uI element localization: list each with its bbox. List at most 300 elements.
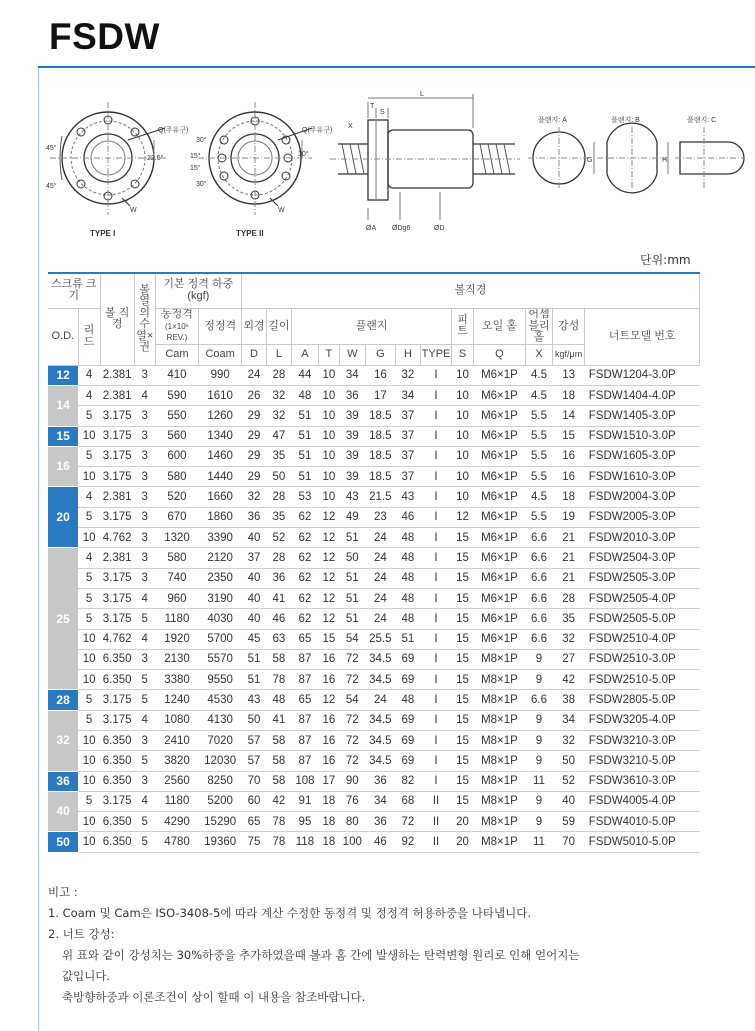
table-cell: 18 <box>553 385 585 405</box>
table-cell: 21 <box>553 568 585 588</box>
table-cell: I <box>420 507 451 527</box>
table-cell: 91 <box>291 791 318 811</box>
table-cell: 3 <box>134 446 155 466</box>
table-cell: I <box>420 487 451 507</box>
table-cell: 5570 <box>199 649 242 669</box>
table-row <box>48 710 700 730</box>
table-cell: 3 <box>134 528 155 548</box>
table-cell: 410 <box>155 365 199 385</box>
table-cell: 57 <box>241 730 266 750</box>
table-cell: 87 <box>291 730 318 750</box>
type2-w-label: W <box>278 207 285 214</box>
table-cell: 29 <box>241 406 266 426</box>
table-cell: 1320 <box>155 528 199 548</box>
table-row <box>48 812 700 832</box>
table-cell: 12 <box>318 528 339 548</box>
table-cell: 10 <box>78 730 100 750</box>
table-cell: FSDW2510-4.0P <box>585 629 700 649</box>
table-cell: 51 <box>339 528 365 548</box>
side-dd-label: ØD <box>434 225 445 232</box>
table-cell: 19 <box>553 507 585 527</box>
table-cell: M8×1P <box>473 710 525 730</box>
table-cell: 18.5 <box>365 467 395 487</box>
note-1: 1. Coam 및 Cam은 ISO-3408-5에 따라 계산 수정한 동정격 및 정정격 허용하중을 나타냅니다. <box>48 906 531 920</box>
unit-label: 단위:mm <box>640 253 691 267</box>
side-view-drawing <box>330 94 520 220</box>
table-cell: M6×1P <box>473 609 525 629</box>
table-row <box>48 568 700 588</box>
table-cell: 14 <box>553 406 585 426</box>
type1-angle-45-bottom: 45° <box>46 183 57 190</box>
table-cell: 1180 <box>155 609 199 629</box>
table-cell: 46 <box>266 609 291 629</box>
table-cell: 1460 <box>199 446 242 466</box>
table-cell: 3 <box>134 568 155 588</box>
table-cell: 34 <box>395 385 420 405</box>
table-cell: 24 <box>365 609 395 629</box>
table-cell: 34 <box>553 710 585 730</box>
table-cell: 16 <box>365 365 395 385</box>
table-cell: 1440 <box>199 467 242 487</box>
table-cell: 78 <box>266 832 291 852</box>
hdr-T: T <box>318 344 339 365</box>
table-cell: M6×1P <box>473 568 525 588</box>
table-cell: 34 <box>339 365 365 385</box>
table-cell: 960 <box>155 588 199 608</box>
hdr-dynamic-text: 동정격 <box>161 308 193 320</box>
table-cell: 25.5 <box>365 629 395 649</box>
table-cell: FSDW2004-3.0P <box>585 487 700 507</box>
table-cell: 18.5 <box>365 426 395 446</box>
od-cell: 20 <box>48 487 78 548</box>
table-cell: 5 <box>78 690 100 710</box>
hdr-oil: 오일 홀 <box>473 309 525 345</box>
table-cell: 3 <box>134 548 155 568</box>
flange-c-drawing <box>668 127 745 189</box>
table-cell: 68 <box>395 791 420 811</box>
table-cell: 6.350 <box>100 812 134 832</box>
table-cell: 51 <box>291 406 318 426</box>
table-cell: 6.6 <box>525 690 552 710</box>
table-cell: 10 <box>318 467 339 487</box>
table-cell: 75 <box>241 832 266 852</box>
table-cell: 62 <box>291 568 318 588</box>
table-cell: 3190 <box>199 588 242 608</box>
table-cell: 1860 <box>199 507 242 527</box>
table-cell: I <box>420 467 451 487</box>
table-cell: 24 <box>365 690 395 710</box>
table-cell: 100 <box>339 832 365 852</box>
table-cell: 12 <box>318 568 339 588</box>
hdr-model: 너트모델 번호 <box>585 309 700 366</box>
left-margin-line <box>38 68 39 1031</box>
table-cell: 46 <box>365 832 395 852</box>
table-row <box>48 365 700 385</box>
table-cell: 87 <box>291 670 318 690</box>
table-cell: 10 <box>78 467 100 487</box>
table-cell: 5.5 <box>525 446 552 466</box>
table-cell: 63 <box>266 629 291 649</box>
table-cell: 9 <box>525 730 552 750</box>
hdr-D: D <box>241 344 266 365</box>
table-cell: 44 <box>291 365 318 385</box>
flange-g-label: G <box>587 157 593 164</box>
table-cell: 17 <box>365 385 395 405</box>
table-cell: 10 <box>318 406 339 426</box>
table-cell: I <box>420 649 451 669</box>
table-cell: 29 <box>241 426 266 446</box>
table-cell: M6×1P <box>473 548 525 568</box>
table-cell: 90 <box>339 771 365 791</box>
table-cell: FSDW1605-3.0P <box>585 446 700 466</box>
table-cell: 43 <box>241 690 266 710</box>
table-cell: 9 <box>525 751 552 771</box>
table-cell: 10 <box>78 771 100 791</box>
table-cell: 34.5 <box>365 649 395 669</box>
table-cell: FSDW2504-3.0P <box>585 548 700 568</box>
table-cell: I <box>420 588 451 608</box>
table-cell: 10 <box>318 365 339 385</box>
table-cell: 10 <box>452 365 474 385</box>
table-cell: 37 <box>395 446 420 466</box>
table-cell: 47 <box>266 426 291 446</box>
table-cell: 5 <box>134 609 155 629</box>
table-cell: I <box>420 446 451 466</box>
table-cell: 58 <box>266 751 291 771</box>
table-cell: 51 <box>339 609 365 629</box>
table-cell: I <box>420 690 451 710</box>
table-cell: I <box>420 385 451 405</box>
table-cell: 5 <box>78 588 100 608</box>
table-cell: 4 <box>134 791 155 811</box>
table-cell: 41 <box>266 710 291 730</box>
table-cell: 48 <box>291 385 318 405</box>
table-cell: 580 <box>155 548 199 568</box>
hdr-outer: 외경 <box>241 309 266 345</box>
hdr-circuits: 볼열의 수 열×권 <box>134 273 155 365</box>
table-cell: 6.350 <box>100 832 134 852</box>
table-cell: 580 <box>155 467 199 487</box>
table-cell: 4 <box>78 365 100 385</box>
table-cell: 16 <box>318 670 339 690</box>
table-cell: 590 <box>155 385 199 405</box>
table-row <box>48 507 700 527</box>
table-cell: 48 <box>266 690 291 710</box>
hdr-load-rating: 기본 정격 하중 (kgf) <box>155 273 241 309</box>
table-cell: 69 <box>395 670 420 690</box>
table-cell: 3.175 <box>100 609 134 629</box>
table-cell: 5 <box>134 812 155 832</box>
table-cell: 21.5 <box>365 487 395 507</box>
table-cell: I <box>420 751 451 771</box>
table-cell: 23 <box>365 507 395 527</box>
table-cell: 3390 <box>199 528 242 548</box>
table-cell: M6×1P <box>473 426 525 446</box>
table-row <box>48 406 700 426</box>
table-cell: 12 <box>318 548 339 568</box>
hdr-stiff: 강성 <box>553 309 585 345</box>
hdr-dynamic-sub: (1×10⁶ REV.) <box>164 321 189 343</box>
table-cell: 15 <box>452 568 474 588</box>
table-cell: 3.175 <box>100 588 134 608</box>
table-cell: 50 <box>339 548 365 568</box>
table-cell: M8×1P <box>473 649 525 669</box>
table-cell: FSDW4010-5.0P <box>585 812 700 832</box>
table-cell: 5 <box>78 446 100 466</box>
table-cell: 51 <box>241 670 266 690</box>
table-cell: 6.6 <box>525 609 552 629</box>
table-cell: 3 <box>134 487 155 507</box>
table-cell: 50 <box>241 710 266 730</box>
table-cell: 5.5 <box>525 467 552 487</box>
type2-angle-15-top: 15° <box>190 153 201 160</box>
hdr-coam: Coam <box>199 344 242 365</box>
table-cell: 21 <box>553 548 585 568</box>
od-cell: 50 <box>48 832 78 852</box>
table-cell: 58 <box>266 730 291 750</box>
table-cell: 50 <box>266 467 291 487</box>
table-cell: 3 <box>134 771 155 791</box>
table-cell: 57 <box>241 751 266 771</box>
type2-label: TYPE II <box>236 229 264 238</box>
table-cell: 34.5 <box>365 751 395 771</box>
table-row <box>48 771 700 791</box>
table-cell: M6×1P <box>473 588 525 608</box>
table-cell: I <box>420 670 451 690</box>
table-cell: 10 <box>452 406 474 426</box>
hdr-dynamic <box>155 309 199 345</box>
table-cell: 4530 <box>199 690 242 710</box>
table-cell: 38 <box>553 690 585 710</box>
table-cell: 3 <box>134 406 155 426</box>
table-cell: 520 <box>155 487 199 507</box>
table-cell: I <box>420 730 451 750</box>
table-cell: 95 <box>291 812 318 832</box>
table-cell: M6×1P <box>473 528 525 548</box>
table-cell: 39 <box>339 446 365 466</box>
table-cell: 670 <box>155 507 199 527</box>
note-2b: 값입니다. <box>62 969 111 983</box>
table-cell: 39 <box>339 467 365 487</box>
table-row <box>48 588 700 608</box>
type1-oil-label: Q(주유구) <box>158 127 189 134</box>
table-cell: 108 <box>291 771 318 791</box>
table-cell: 600 <box>155 446 199 466</box>
table-row <box>48 385 700 405</box>
table-cell: 15 <box>452 690 474 710</box>
table-cell: 72 <box>339 730 365 750</box>
table-cell: 20 <box>452 812 474 832</box>
table-cell: FSDW3210-3.0P <box>585 730 700 750</box>
table-cell: 10 <box>318 426 339 446</box>
table-cell: I <box>420 365 451 385</box>
table-cell: 1080 <box>155 710 199 730</box>
hdr-Q: Q <box>473 344 525 365</box>
table-cell: 3.175 <box>100 507 134 527</box>
table-cell: 560 <box>155 426 199 446</box>
table-cell: 37 <box>395 406 420 426</box>
table-cell: 37 <box>395 467 420 487</box>
od-cell: 12 <box>48 365 78 385</box>
table-cell: 5 <box>78 710 100 730</box>
type1-angle-45-top: 45° <box>46 145 57 152</box>
table-cell: 6.350 <box>100 751 134 771</box>
table-cell: 62 <box>291 528 318 548</box>
table-cell: 45 <box>241 629 266 649</box>
table-cell: 18.5 <box>365 406 395 426</box>
od-cell: 28 <box>48 690 78 710</box>
hdr-ball-dia: 볼 직경 <box>100 273 134 365</box>
table-cell: 5.5 <box>525 507 552 527</box>
table-cell: 15 <box>452 791 474 811</box>
table-cell: 34.5 <box>365 670 395 690</box>
table-cell: 4 <box>78 548 100 568</box>
table-cell: 3 <box>134 365 155 385</box>
table-cell: 26 <box>241 385 266 405</box>
table-cell: 51 <box>241 649 266 669</box>
table-cell: 5 <box>78 609 100 629</box>
table-cell: 49 <box>339 507 365 527</box>
table-cell: 59 <box>553 812 585 832</box>
table-cell: 4 <box>134 629 155 649</box>
table-cell: 6.6 <box>525 588 552 608</box>
table-cell: 37 <box>395 426 420 446</box>
table-cell: M8×1P <box>473 730 525 750</box>
table-cell: 48 <box>395 690 420 710</box>
hdr-stiff-unit: kgf/μm <box>553 344 585 365</box>
od-cell: 32 <box>48 710 78 771</box>
table-cell: FSDW1510-3.0P <box>585 426 700 446</box>
table-cell: 51 <box>291 446 318 466</box>
table-cell: 5 <box>78 568 100 588</box>
flange-b-label: 플랜지: B <box>611 117 640 124</box>
table-cell: FSDW2505-5.0P <box>585 609 700 629</box>
table-cell: M8×1P <box>473 791 525 811</box>
dimension-diagrams <box>40 80 755 245</box>
table-cell: 54 <box>339 690 365 710</box>
table-cell: M6×1P <box>473 365 525 385</box>
table-cell: 5 <box>134 670 155 690</box>
table-cell: 40 <box>553 791 585 811</box>
table-cell: 12 <box>318 507 339 527</box>
table-cell: 62 <box>291 507 318 527</box>
table-cell: 3.175 <box>100 426 134 446</box>
table-cell: I <box>420 528 451 548</box>
table-cell: 15 <box>452 588 474 608</box>
table-cell: 10 <box>318 487 339 507</box>
table-cell: 16 <box>553 467 585 487</box>
table-cell: 48 <box>395 548 420 568</box>
table-cell: FSDW2505-3.0P <box>585 568 700 588</box>
table-cell: 65 <box>291 690 318 710</box>
table-cell: 2.381 <box>100 487 134 507</box>
table-cell: 5200 <box>199 791 242 811</box>
table-cell: 4780 <box>155 832 199 852</box>
table-cell: 35 <box>553 609 585 629</box>
table-cell: 5 <box>134 690 155 710</box>
table-cell: 10 <box>452 385 474 405</box>
table-cell: 12 <box>318 588 339 608</box>
table-cell: 15 <box>452 771 474 791</box>
table-cell: 32 <box>266 406 291 426</box>
table-row <box>48 467 700 487</box>
type2-oil-label: Q(주유구) <box>302 127 333 134</box>
table-cell: 43 <box>339 487 365 507</box>
table-row <box>48 832 700 852</box>
table-cell: 2120 <box>199 548 242 568</box>
table-row <box>48 690 700 710</box>
table-cell: 18 <box>318 791 339 811</box>
table-cell: 15 <box>452 528 474 548</box>
table-cell: 24 <box>365 528 395 548</box>
hdr-od: O.D. <box>48 309 78 366</box>
table-cell: 32 <box>553 629 585 649</box>
table-cell: 12 <box>318 609 339 629</box>
table-cell: 10 <box>318 385 339 405</box>
table-cell: 65 <box>291 629 318 649</box>
table-cell: 51 <box>339 588 365 608</box>
hdr-TYPE: TYPE <box>420 344 451 365</box>
table-cell: 40 <box>241 609 266 629</box>
table-cell: M6×1P <box>473 467 525 487</box>
hdr-adapter: 어셈블리홀 <box>525 309 552 345</box>
table-cell: 13 <box>553 365 585 385</box>
table-cell: 10 <box>452 487 474 507</box>
table-cell: 82 <box>395 771 420 791</box>
table-cell: 8250 <box>199 771 242 791</box>
table-cell: 28 <box>266 365 291 385</box>
table-cell: M6×1P <box>473 446 525 466</box>
hdr-pitch: 피트 <box>452 309 474 345</box>
od-cell: 40 <box>48 791 78 832</box>
table-cell: 41 <box>266 588 291 608</box>
table-cell: 80 <box>339 812 365 832</box>
table-cell: 27 <box>553 649 585 669</box>
table-cell: 6.350 <box>100 730 134 750</box>
table-cell: M8×1P <box>473 812 525 832</box>
flange-h-label: H <box>662 157 668 164</box>
table-cell: FSDW5010-5.0P <box>585 832 700 852</box>
table-cell: 62 <box>291 609 318 629</box>
type1-label: TYPE I <box>90 229 116 238</box>
note-2: 2. 너트 강성: <box>48 927 115 941</box>
table-cell: 42 <box>266 791 291 811</box>
table-cell: 4.5 <box>525 487 552 507</box>
table-row <box>48 548 700 568</box>
hdr-nut-dims: 볼직경 <box>241 273 699 309</box>
table-cell: 15 <box>452 730 474 750</box>
table-cell: 65 <box>241 812 266 832</box>
table-cell: 52 <box>553 771 585 791</box>
table-cell: 11 <box>525 771 552 791</box>
table-cell: FSDW4005-4.0P <box>585 791 700 811</box>
table-cell: 18 <box>553 487 585 507</box>
table-cell: 6.350 <box>100 670 134 690</box>
table-cell: 34 <box>365 791 395 811</box>
table-cell: 15 <box>452 670 474 690</box>
table-cell: 28 <box>266 548 291 568</box>
table-cell: 1660 <box>199 487 242 507</box>
hdr-static: 정정격 <box>199 309 242 345</box>
table-cell: II <box>420 832 451 852</box>
table-cell: 990 <box>199 365 242 385</box>
table-cell: 32 <box>553 730 585 750</box>
table-cell: II <box>420 791 451 811</box>
table-cell: 9 <box>525 812 552 832</box>
table-cell: 2.381 <box>100 548 134 568</box>
table-cell: 28 <box>266 487 291 507</box>
table-cell: 6.6 <box>525 568 552 588</box>
